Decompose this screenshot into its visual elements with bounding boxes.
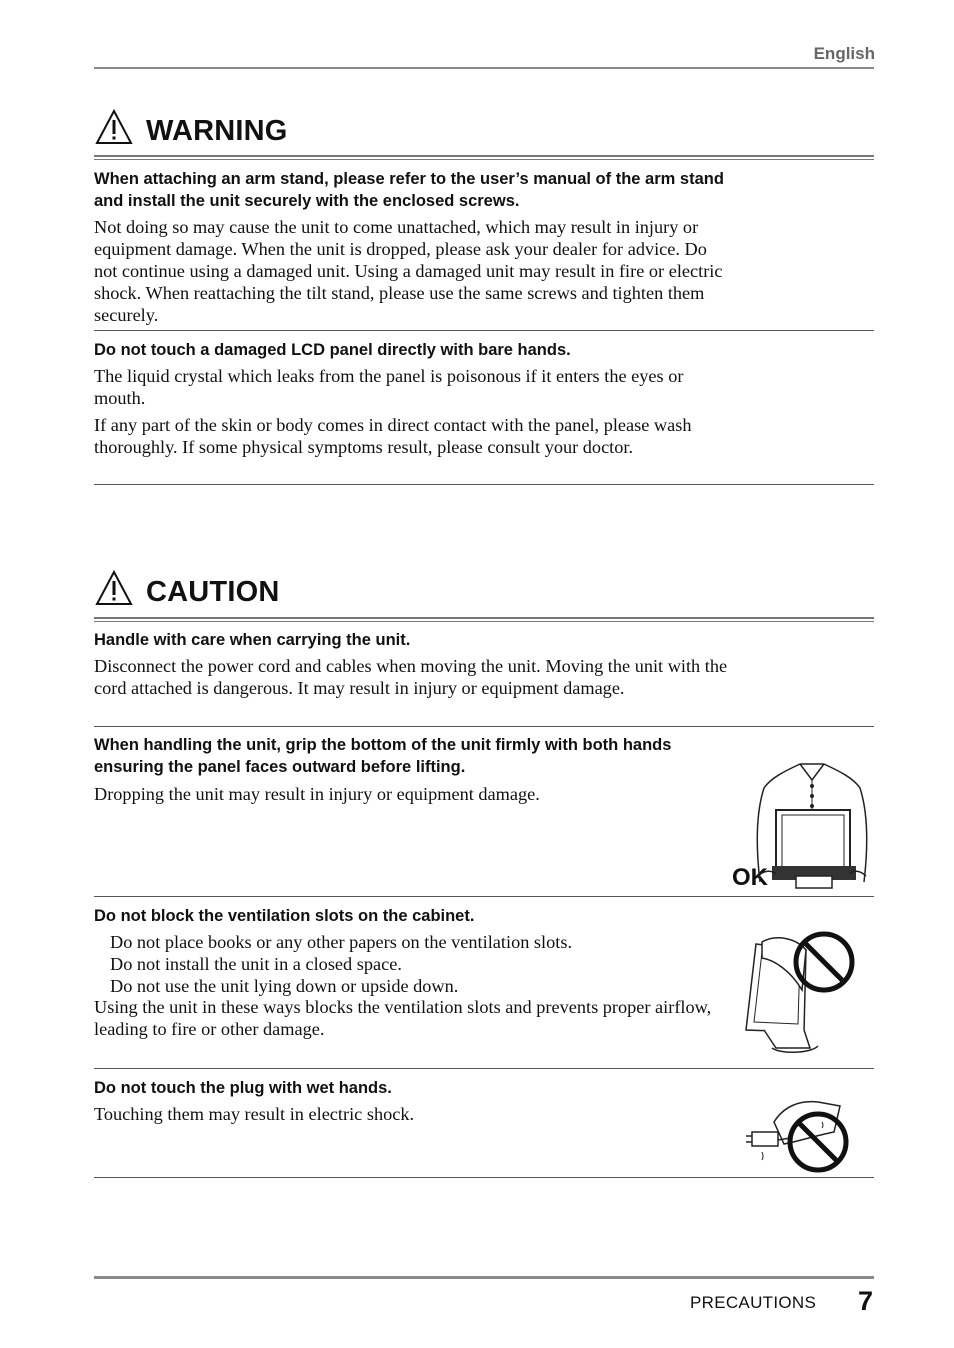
warning-heading-rule	[94, 155, 874, 160]
ok-label: OK	[732, 864, 768, 891]
divider	[94, 1177, 874, 1178]
warning-triangle-icon	[94, 569, 134, 607]
caution-item-3-bullet-3: Do not use the unit lying down or upside down.	[110, 976, 459, 996]
warning-item-2-body-2: If any part of the skin or body comes in direct contact with the panel, please wash thoroughly. If some physical symptoms result, please consult your doctor.	[94, 415, 692, 457]
warning-heading-label: WARNING	[146, 115, 288, 147]
caution-item-1-title: Handle with care when carrying the unit.	[94, 631, 411, 649]
warning-item-2-title: Do not touch a damaged LCD panel directly with bare hands.	[94, 341, 571, 359]
wet-hand-plug-prohibited-icon	[744, 1092, 856, 1176]
warning-item-1-title: When attaching an arm stand, please refer to the user’s manual of the arm stand and install the unit securely with the enclosed screws.	[94, 170, 724, 210]
caution-item-3-body: Using the unit in these ways blocks the ventilation slots and prevents proper airflow, leading to fire or other damage.	[94, 997, 712, 1039]
caution-item-4-body: Touching them may result in electric shock.	[94, 1104, 415, 1124]
caution-heading-rule	[94, 617, 874, 622]
divider	[94, 330, 874, 331]
footer-rule	[94, 1276, 874, 1279]
caution-heading	[94, 569, 280, 607]
page-number: 7	[858, 1286, 874, 1316]
caution-item-2-title: When handling the unit, grip the bottom of the unit firmly with both hands ensuring the panel faces outward before lifting.	[94, 736, 672, 776]
divider	[94, 1068, 874, 1069]
caution-item-3-bullet-2: Do not install the unit in a closed space.	[110, 954, 402, 974]
warning-item-2-body-1: The liquid crystal which leaks from the panel is poisonous if it enters the eyes or mouth.	[94, 366, 684, 408]
language-label: English	[813, 44, 875, 63]
header-rule	[94, 67, 874, 69]
warning-triangle-icon	[94, 108, 134, 146]
caution-item-4-title: Do not touch the plug with wet hands.	[94, 1079, 392, 1097]
footer-section-label: PRECAUTIONS	[690, 1293, 817, 1312]
caution-heading-label: CAUTION	[146, 576, 280, 608]
person-holding-monitor-icon	[752, 758, 872, 892]
warning-heading	[94, 108, 288, 146]
divider	[94, 726, 874, 727]
divider	[94, 896, 874, 897]
caution-item-3-title: Do not block the ventilation slots on the cabinet.	[94, 907, 475, 925]
covered-monitor-prohibited-icon	[740, 930, 860, 1064]
warning-item-1-body: Not doing so may cause the unit to come unattached, which may result in injury or equipment damage. When the unit is dropped, please ask your dealer for advice. Do not continue using a damaged unit. Using a damaged unit may result in fire or electric shock. When reattaching the tilt stand, please use the same screws and tighten them securely.	[94, 217, 723, 325]
caution-item-3-bullet-1: Do not place books or any other papers on the ventilation slots.	[110, 932, 573, 952]
caution-item-2-body: Dropping the unit may result in injury or equipment damage.	[94, 784, 540, 804]
caution-item-1-body: Disconnect the power cord and cables when moving the unit. Moving the unit with the cord attached is dangerous. It may result in injury or equipment damage.	[94, 656, 728, 698]
divider	[94, 484, 874, 485]
